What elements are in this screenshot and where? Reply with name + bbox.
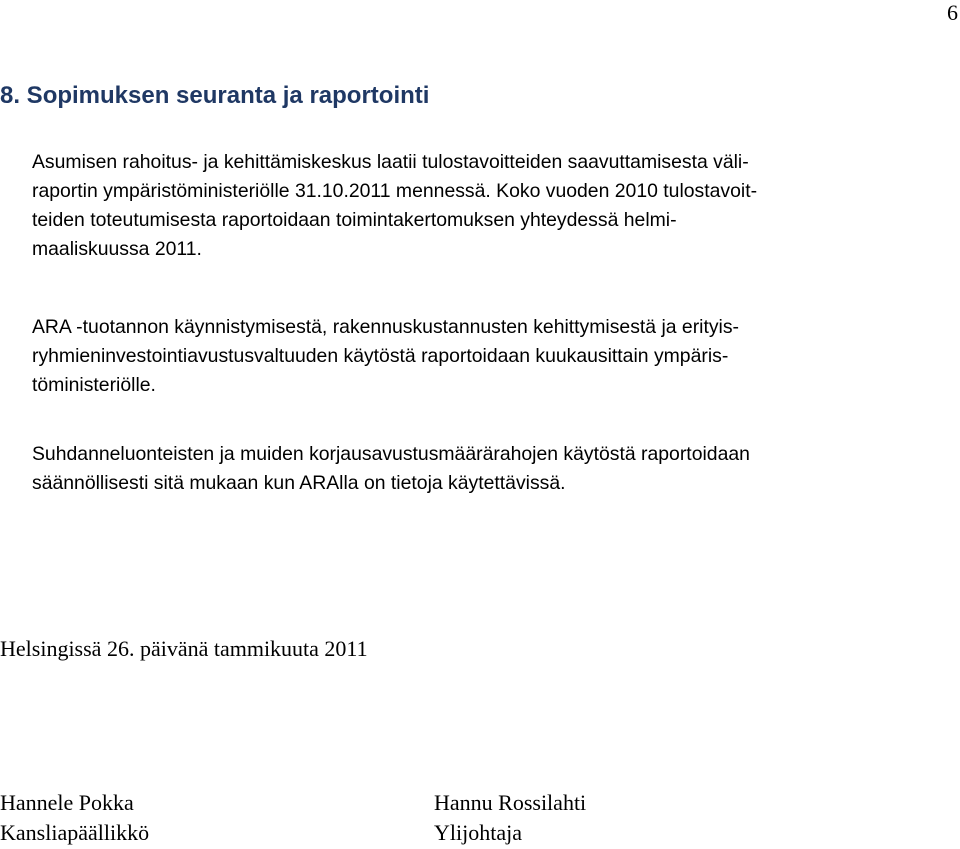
paragraph-line: maaliskuussa 2011.: [32, 238, 202, 260]
signatory-name: Hannele Pokka: [0, 790, 134, 815]
paragraph-line: Asumisen rahoitus- ja kehittämiskeskus laatii tulostavoitteiden saavuttamisesta väli-: [32, 151, 749, 173]
paragraph-line: Suhdanneluonteisten ja muiden korjausavustusmäärärahojen käytöstä raportoidaan: [32, 443, 750, 465]
paragraph-monthly-reporting: [32, 313, 739, 400]
paragraph-line: teiden toteutumisesta raportoidaan toimintakertomuksen yhteydessä helmi-: [32, 209, 677, 231]
paragraph-line: raportin ympäristöministeriölle 31.10.2011 mennessä. Koko vuoden 2010 tulostavoit-: [32, 180, 758, 202]
paragraph-reporting-schedule: [32, 148, 757, 264]
paragraph-line: ryhmieninvestointiavustusvaltuuden käytöstä raportoidaan kuukausittain ympäris-: [32, 345, 729, 367]
signatory-title: Ylijohtaja: [434, 820, 522, 845]
page-number: 6: [947, 0, 958, 25]
date-line: Helsingissä 26. päivänä tammikuuta 2011: [0, 636, 368, 661]
signature-left: [0, 788, 149, 848]
signatory-title: Kansliapäällikkö: [0, 820, 150, 845]
section-heading: 8. Sopimuksen seuranta ja raportointi: [0, 82, 430, 109]
paragraph-line: säännöllisesti sitä mukaan kun ARAlla on tietoja käytettävissä.: [32, 472, 566, 494]
signature-right: [434, 788, 586, 848]
paragraph-line: ARA -tuotannon käynnistymisestä, rakennuskustannusten kehittymisestä ja erityis-: [32, 316, 740, 338]
signatory-name: Hannu Rossilahti: [434, 790, 587, 815]
paragraph-grant-reporting: [32, 440, 750, 498]
paragraph-line: töministeriölle.: [32, 374, 156, 396]
